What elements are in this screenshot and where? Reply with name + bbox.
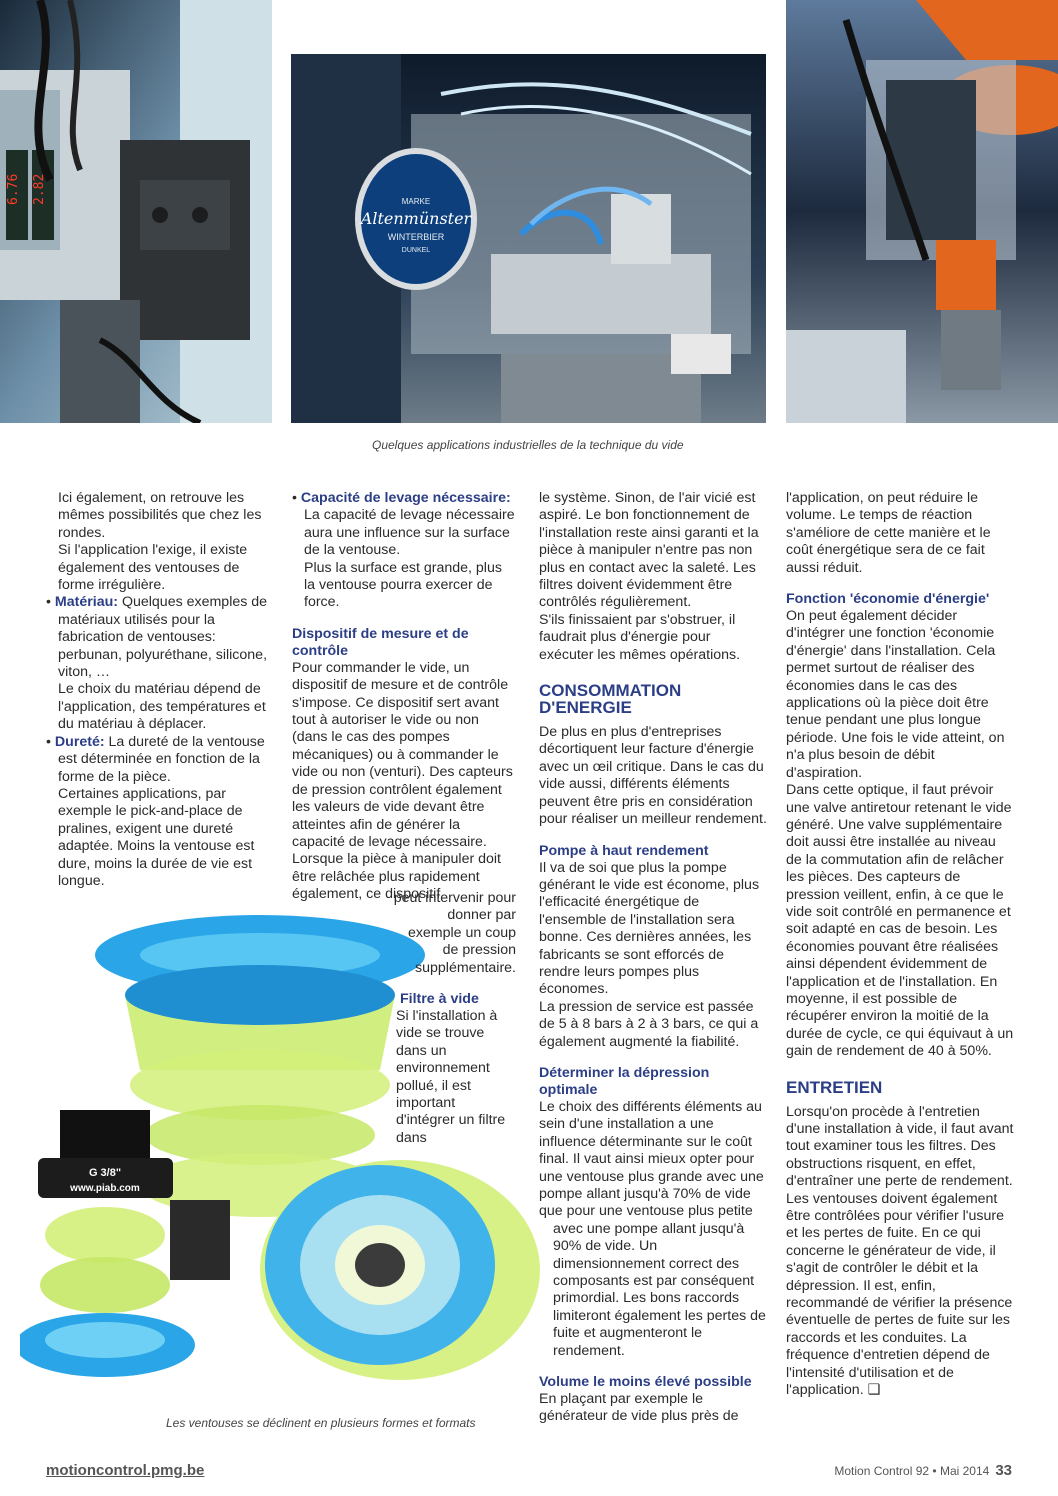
photo-center [291, 54, 766, 423]
footer-website-link[interactable]: motioncontrol.pmg.be [46, 1462, 205, 1479]
col3-p6-cont: avec une pompe allant jusqu'à 90% de vide. Un dimensionnement correct des composants est par conséquent primordial. Les bons raccords limiteront également les pertes de fuite et augmenteront le rendement. [553, 1220, 766, 1359]
end-mark: ❑ [867, 1382, 881, 1399]
col1-p2: Si l'application l'exige, il existe également des ventouses de forme irrégulière. [58, 542, 248, 594]
caption-top: Quelques applications industrielles de la technique du vide [372, 438, 684, 452]
col3-heading-depression: Déterminer la dépression optimale [539, 1064, 710, 1098]
col3-p1: le système. Sinon, de l'air vicié est aspiré. Le bon fonctionnement de l'installation reste ainsi garanti et la pièce à manipuler n'entre pas non plus en contact avec la saleté. Les filtres doivent évidemment être contrôlés régulièrement. [539, 490, 759, 611]
caption-bottom: Les ventouses se déclinent en plusieurs formes et formats [166, 1416, 476, 1430]
col4-p4-text: Lorsqu'on procède à l'entretien d'une installation à vide, il faut avant tout examiner tous les filtres. Des obstructions risquent, en effet, d'entraîner une perte de rendement. Les ventouses doivent également être contrôlées pour vérifier l'usure et les pertes de fuite. En ce qui concerne le générateur de vide, il s'agit de contrôler le débit et la dépression. Il est, enfin, recommandé de vérifier la présence éventuelle de pertes de fuite sur les raccords et les conduites. La fréquence d'entretien dépend de l'intensité d'utilisation et de l'application. [786, 1103, 1014, 1399]
col1-bullet-hardness-label: Dureté: [54, 733, 105, 750]
col1-bullet-hardness: • Dureté: La dureté de la ventouse est déterminée en fonction de la forme de la pièce. [46, 733, 265, 785]
col1-hardness-p2: Certaines applications, par exemple le pick-and-place de pralines, exigent une dureté adaptée. Moins la ventouse est dure, moins la durée de vie est longue. [58, 785, 255, 889]
col2-capacity-p2: Plus la surface est grande, plus la ventouse pourra exercer de force. [304, 559, 502, 611]
col3-p3: De plus en plus d'entreprises décortiquent leur facture d'énergie avec un œil critique. Dans le cas du vide aussi, différents éléments peuvent être pris en considération pour réaliser un meilleur rendement. [539, 724, 767, 828]
col4-p2: On peut également décider d'intégrer une fonction 'économie d'énergie' dans l'installation. Cela permet surtout de réaliser des économies dans le cas des applications où la pièce doit être tenue pendant une plus longue période. Une fois le vide atteint, on n'a plus besoin de débit d'aspiration. [786, 608, 1005, 781]
col4-p1: l'application, on peut réduire le volume. Le temps de réaction s'améliore de cette manière et le coût énergétique sera de ce fait aussi réduit. [786, 490, 991, 576]
column-4 [786, 490, 1014, 1400]
col3-heading-volume: Volume le moins élevé possible [539, 1374, 752, 1391]
col3-p7: En plaçant par exemple le générateur de vide plus près de [539, 1391, 739, 1425]
col1-bullet-hardness-text: La dureté de la ventouse est déterminée en fonction de la forme de la pièce. [58, 733, 265, 785]
column-2-wrap [390, 890, 516, 1147]
col2-p1: Pour commander le vide, un dispositif de mesure et de contrôle s'impose. Ce dispositif sert avant tout à autoriser le vide ou non (dans le cas des pompes mécaniques) ou à commander le vide ou non (venturi). Des capteurs de pression contrôlent également les valeurs de vide devant être atteintes afin de générer la capacité de levage nécessaire. Lorsque la pièce à manipuler doit être relâchée plus rapidement également, ce dispositif [292, 659, 513, 903]
col4-p4 [786, 1104, 1014, 1400]
label-sub2: DUNKEL [401, 247, 431, 254]
col1-material-p2: Le choix du matériau dépend de l'application, des températures et du matériau à déplacer. [58, 681, 266, 733]
col3-p6: Le choix des différents éléments au sein d'une installation a une influence déterminante sur le coût final. Il vaut ainsi mieux opter pour une ventouse plus grande avec une pompe allant jusqu'à 70% de vide que pour une ventouse plus petite [539, 1098, 764, 1220]
col4-heading-energy: Fonction 'économie d'énergie' [786, 591, 990, 608]
col2-p2: Si l'installation à vide se trouve dans un environnement pollué, il est important d'intégrer un filtre dans [396, 1008, 506, 1146]
photo-left [0, 0, 272, 423]
sensor-display-1: 6.76 [6, 173, 21, 205]
footer-info [834, 1462, 1012, 1479]
col2-bullet-capacity: • Capacité de levage nécessaire: La capacité de levage nécessaire aura une influence sur la surface de la ventouse. [292, 490, 515, 559]
col1-bullet-material-label: Matériau: [54, 594, 118, 611]
col3-section-heading: CONSOMMATION D'ENERGIE [539, 681, 682, 718]
label-sub: WINTERBIER [387, 232, 445, 242]
col2-p1-cont: peut intervenir pour donner par exemple un coup de pression supplémentaire. [393, 890, 516, 976]
page-number: 33 [995, 1462, 1012, 1479]
col3-p5: La pression de service est passée de 5 à 8 bars à 2 à 3 bars, ce qui a également augmenté la fiabilité. [539, 998, 759, 1050]
sensor-display-2: 2.82 [32, 173, 47, 205]
col1-bullet-material: • Matériau: Quelques exemples de matériaux utilisés pour la fabrication de ventouses: perbunan, polyuréthane, silicone, viton, … [46, 594, 268, 681]
cup-text-2: www.piab.com [70, 1183, 140, 1194]
col3-p4: Il va de soi que plus la pompe générant le vide est économe, plus l'efficacité énergétique de l'ensemble de l'installation sera bonne. Ces dernières années, les fabricants se sont efforcés de rendre leurs pompes plus économes. [539, 859, 760, 998]
photo-right [786, 0, 1058, 423]
footer-magazine: Motion Control 92 • Mai 2014 [834, 1464, 990, 1478]
col2-heading-filter: Filtre à vide [400, 991, 479, 1008]
col4-p3: Dans cette optique, il faut prévoir une valve antiretour retenant le vide généré. Une valve supplémentaire doit aussi être installée au niveau de la commutation afin de relâcher les pièces. Des capteurs de pression veillent, enfin, à ce que le vide soit contrôlé en permanence et soit adapté en cas de besoin. Les économies pouvant être réalisées ainsi dépendent évidemment de l'application et de l'installation. En moyenne, il est possible de récupérer environ la moitié de la durée de cycle, ce qui équivaut à un gain de rendement de 40 à 50%. [786, 782, 1014, 1060]
column-3 [539, 490, 767, 1426]
col3-p2: S'ils finissaient par s'obstruer, il faudrait plus d'énergie pour exécuter les mêmes opérations. [539, 611, 741, 663]
label-small: MARKE [401, 197, 431, 206]
label-brand: Altenmünster [360, 209, 472, 228]
col1-p1: Ici également, on retrouve les mêmes possibilités que chez les rondes. [58, 490, 262, 541]
cup-text-1: G 3/8" [88, 1167, 122, 1179]
col4-section-heading: ENTRETIEN [786, 1077, 883, 1097]
col2-heading-measure: Dispositif de mesure et de contrôle [292, 625, 469, 659]
col3-heading-pump: Pompe à haut rendement [539, 842, 709, 859]
col2-bullet-capacity-text: La capacité de levage nécessaire aura une influence sur la surface de la ventouse. [304, 507, 515, 559]
col1-bullet-material-text: Quelques exemples de matériaux utilisés pour la fabrication de ventouses: perbunan, polyuréthane, silicone, viton, … [58, 594, 268, 681]
column-1 [46, 490, 272, 890]
column-2 [292, 490, 516, 904]
col2-bullet-capacity-label: Capacité de levage nécessaire: [300, 490, 511, 506]
